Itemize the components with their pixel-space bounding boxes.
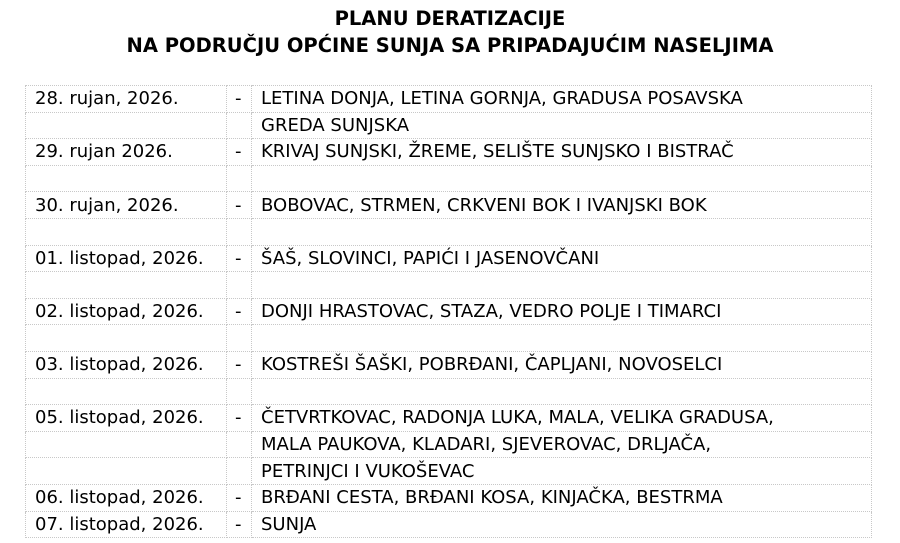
date-cell: 28. rujan, 2026. <box>26 86 227 113</box>
dash-cell: - <box>227 484 252 511</box>
settlements-cell: ŠAŠ, SLOVINCI, PAPIĆI I JASENOVČANI <box>252 245 872 272</box>
settlements-cell: SUNJA <box>252 511 872 538</box>
date-cell: 05. listopad, 2026. <box>26 405 227 432</box>
table-row <box>26 272 872 299</box>
table-row <box>26 139 872 166</box>
date-cell: 01. listopad, 2026. <box>26 245 227 272</box>
dash-cell: - <box>227 86 252 113</box>
date-cell <box>26 458 227 485</box>
settlements-cell: DONJI HRASTOVAC, STAZA, VEDRO POLJE I TIMARCI <box>252 298 872 325</box>
settlements-cell <box>252 378 872 405</box>
settlements-cell: BRĐANI CESTA, BRĐANI KOSA, KINJAČKA, BESTRMA <box>252 484 872 511</box>
table-row <box>26 165 872 192</box>
table-row <box>26 298 872 325</box>
table-row <box>26 192 872 219</box>
dash-cell <box>227 218 252 245</box>
date-cell <box>26 378 227 405</box>
date-cell: 06. listopad, 2026. <box>26 484 227 511</box>
settlements-cell <box>252 272 872 299</box>
table-row <box>26 405 872 432</box>
dash-cell <box>227 325 252 352</box>
settlements-cell: BOBOVAC, STRMEN, CRKVENI BOK I IVANJSKI BOK <box>252 192 872 219</box>
date-cell <box>26 218 227 245</box>
date-cell <box>26 325 227 352</box>
date-cell: 30. rujan, 2026. <box>26 192 227 219</box>
settlements-cell: ČETVRTKOVAC, RADONJA LUKA, MALA, VELIKA GRADUSA, <box>252 405 872 432</box>
date-cell: 29. rujan 2026. <box>26 139 227 166</box>
settlements-cell: LETINA DONJA, LETINA GORNJA, GRADUSA POSAVSKA <box>252 86 872 113</box>
settlements-cell <box>252 218 872 245</box>
settlements-cell: KOSTREŠI ŠAŠKI, POBRĐANI, ČAPLJANI, NOVOSELCI <box>252 351 872 378</box>
dash-cell: - <box>227 192 252 219</box>
date-cell: 02. listopad, 2026. <box>26 298 227 325</box>
table-row <box>26 431 872 458</box>
page-subtitle: NA PODRUČJU OPĆINE SUNJA SA PRIPADAJUĆIM NASELJIMA <box>126 34 774 57</box>
table-row <box>26 511 872 538</box>
settlements-cell <box>252 165 872 192</box>
table-row <box>26 351 872 378</box>
settlements-cell: MALA PAUKOVA, KLADARI, SJEVEROVAC, DRLJAČA, <box>252 431 872 458</box>
dash-cell: - <box>227 405 252 432</box>
table-row <box>26 484 872 511</box>
dash-cell: - <box>227 298 252 325</box>
dash-cell: - <box>227 139 252 166</box>
dash-cell: - <box>227 245 252 272</box>
table-row <box>26 458 872 485</box>
date-cell <box>26 112 227 139</box>
settlements-cell: KRIVAJ SUNJSKI, ŽREME, SELIŠTE SUNJSKO I BISTRAČ <box>252 139 872 166</box>
dash-cell <box>227 458 252 485</box>
date-cell <box>26 431 227 458</box>
settlements-cell <box>252 325 872 352</box>
date-cell: 03. listopad, 2026. <box>26 351 227 378</box>
table-row <box>26 112 872 139</box>
date-cell <box>26 165 227 192</box>
settlements-cell: PETRINJCI I VUKOŠEVAC <box>252 458 872 485</box>
table-row <box>26 378 872 405</box>
table-row <box>26 86 872 113</box>
date-cell <box>26 272 227 299</box>
date-cell: 07. listopad, 2026. <box>26 511 227 538</box>
dash-cell: - <box>227 351 252 378</box>
dash-cell <box>227 112 252 139</box>
dash-cell <box>227 431 252 458</box>
page-title: PLANU DERATIZACIJE <box>334 7 566 30</box>
settlements-cell: GREDA SUNJSKA <box>252 112 872 139</box>
dash-cell <box>227 272 252 299</box>
table-row <box>26 245 872 272</box>
table-row <box>26 325 872 352</box>
dash-cell <box>227 165 252 192</box>
dash-cell <box>227 378 252 405</box>
table-row <box>26 218 872 245</box>
dash-cell: - <box>227 511 252 538</box>
schedule-table <box>25 85 872 538</box>
